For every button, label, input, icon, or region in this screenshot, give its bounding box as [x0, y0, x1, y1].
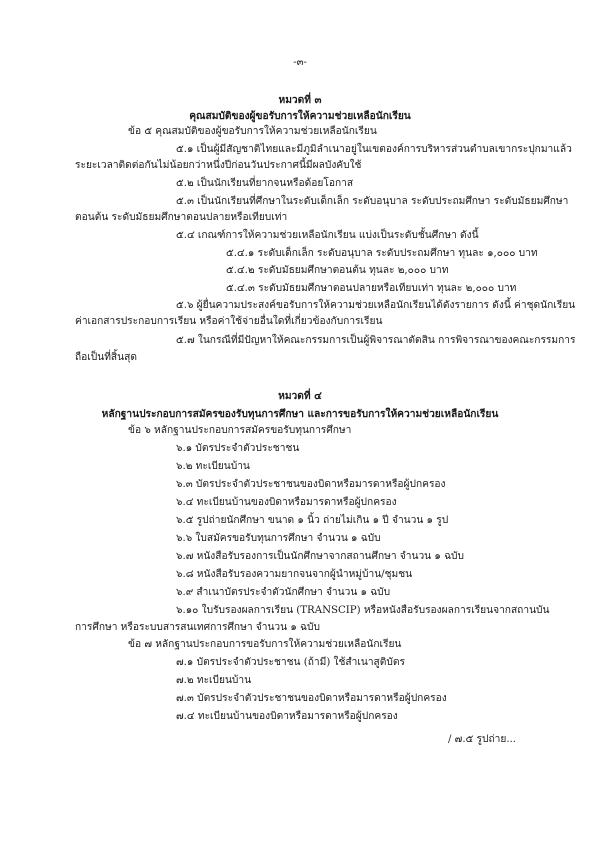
item-6-10-line2: การศึกษา หรือระบบสารสนเทศการศึกษา จำนวน ๑ ฉบับ — [75, 622, 320, 633]
section4-heading: หมวดที่ ๔ — [278, 390, 322, 402]
item-6-5: ๖.๕ รูปถ่ายนักศึกษา ขนาด ๑ นิ้ว ถ่ายไม่เกิน ๑ ปี จำนวน ๑ รูป — [176, 515, 449, 526]
item-5-1-text: ๕.๑ เป็นผู้มีสัญชาติไทยและมีภูมิลำเนาอยู่ในเขตองค์การบริหารส่วนตำบลเขากระปุกมาแล้ว — [176, 144, 572, 155]
item-5-1-line1 — [176, 143, 572, 157]
item-5-1-line2: ระยะเวลาติดต่อกันไม่น้อยกว่าหนึ่งปีก่อนวันประกาศนี้มีผลบังคับใช้ — [75, 160, 362, 171]
item-7-4: ๗.๔ ทะเบียนบ้านของบิดาหรือมารดาหรือผู้ปกครอง — [176, 711, 398, 722]
clause-6: ข้อ ๖ หลักฐานประกอบการสมัครขอรับทุนการศึกษา — [128, 425, 352, 436]
item-5-3-line1: ๕.๓ เป็นนักเรียนที่ศึกษาในระดับเด็กเล็ก ระดับอนุบาล ระดับประถมศึกษา ระดับมัธยมศึกษา — [176, 196, 569, 207]
page-number: -๓- — [293, 57, 307, 68]
item-5-4: ๕.๔ เกณฑ์การให้ความช่วยเหลือนักเรียน แบ่งเป็นระดับชั้นศึกษา ดังนี้ — [176, 230, 479, 241]
item-5-7-line1: ๕.๗ ในกรณีที่มีปัญหาให้คณะกรรมการเป็นผู้พิจารณาตัดสิน การพิจารณาของคณะกรรมการ — [176, 335, 576, 346]
item-5-2: ๕.๒ เป็นนักเรียนที่ยากจนหรือด้อยโอกาส — [176, 178, 354, 189]
item-6-1: ๖.๑ บัตรประจำตัวประชาชน — [176, 443, 300, 454]
item-6-4: ๖.๔ ทะเบียนบ้านของบิดาหรือมารดาหรือผู้ปกครอง — [176, 497, 397, 508]
item-6-8: ๖.๘ หนังสือรับรองความยากจนจากผู้นำหมู่บ้าน/ชุมชน — [176, 569, 413, 580]
item-6-7: ๖.๗ หนังสือรับรองการเป็นนักศึกษาจากสถานศึกษา จำนวน ๑ ฉบับ — [176, 551, 464, 562]
item-6-10-line1: ๖.๑๐ ใบรับรองผลการเรียน (TRANSCIP) หรือหนังสือรับรองผลการเรียนจากสถานบัน — [176, 605, 550, 616]
clause-7: ข้อ ๗ หลักฐานประกอบการขอรับการให้ความช่วยเหลือนักเรียน — [128, 639, 402, 650]
clause-5: ข้อ ๕ คุณสมบัติของผู้ขอรับการให้ความช่วยเหลือนักเรียน — [128, 126, 377, 137]
item-5-6-line1: ๕.๖ ผู้ยื่นความประสงค์ขอรับการให้ความช่วยเหลือนักเรียนได้ดังรายการ ดังนี้ ค่าชุดนักเรียน — [176, 300, 576, 311]
item-6-2: ๖.๒ ทะเบียนบ้าน — [176, 461, 250, 472]
item-7-3: ๗.๓ บัตรประจำตัวประชาชนของบิดาหรือมารดาหรือผู้ปกครอง — [176, 693, 447, 704]
section3-heading: หมวดที่ ๓ — [278, 94, 322, 106]
item-5-4-1: ๕.๔.๑ ระดับเด็กเล็ก ระดับอนุบาล ระดับประถมศึกษา ทุนละ ๑,๐๐๐ บาท — [226, 248, 538, 259]
item-5-6-line2: ค่าเอกสารประกอบการเรียน หรือค่าใช้จ่ายอื่นใดที่เกี่ยวข้องกับการเรียน — [75, 316, 383, 327]
section3-title: คุณสมบัติของผู้ขอรับการให้ความช่วยเหลือนักเรียน — [189, 110, 411, 122]
item-6-9: ๖.๙ สำเนาบัตรประจำตัวนักศึกษา จำนวน ๑ ฉบับ — [176, 587, 391, 598]
item-5-3-line2: ตอนต้น ระดับมัธยมศึกษาตอนปลายหรือเทียบเท่า — [75, 212, 288, 223]
continuation-note: / ๗.๕ รูปถ่าย... — [448, 734, 517, 745]
item-7-1: ๗.๑ บัตรประจำตัวประชาชน (ถ้ามี) ใช้สำเนาสูติบัตร — [176, 657, 405, 668]
item-5-7-line2: ถือเป็นที่สิ้นสุด — [75, 352, 137, 363]
item-7-2: ๗.๒ ทะเบียนบ้าน — [176, 675, 252, 686]
item-6-3: ๖.๓ บัตรประจำตัวประชาชนของบิดาหรือมารดาหรือผู้ปกครอง — [176, 479, 446, 490]
item-5-4-2: ๕.๔.๒ ระดับมัธยมศึกษาตอนต้น ทุนละ ๒,๐๐๐ บาท — [226, 265, 449, 276]
item-5-4-3: ๕.๔.๓ ระดับมัธยมศึกษาตอนปลายหรือเทียบเท่า ทุนละ ๒,๐๐๐ บาท — [226, 283, 517, 294]
item-6-6: ๖.๖ ใบสมัครขอรับทุนการศึกษา จำนวน ๑ ฉบับ — [176, 533, 381, 544]
section4-title: หลักฐานประกอบการสมัครของรับทุนการศึกษา และการขอรับการให้ความช่วยเหลือนักเรียน — [101, 408, 499, 420]
